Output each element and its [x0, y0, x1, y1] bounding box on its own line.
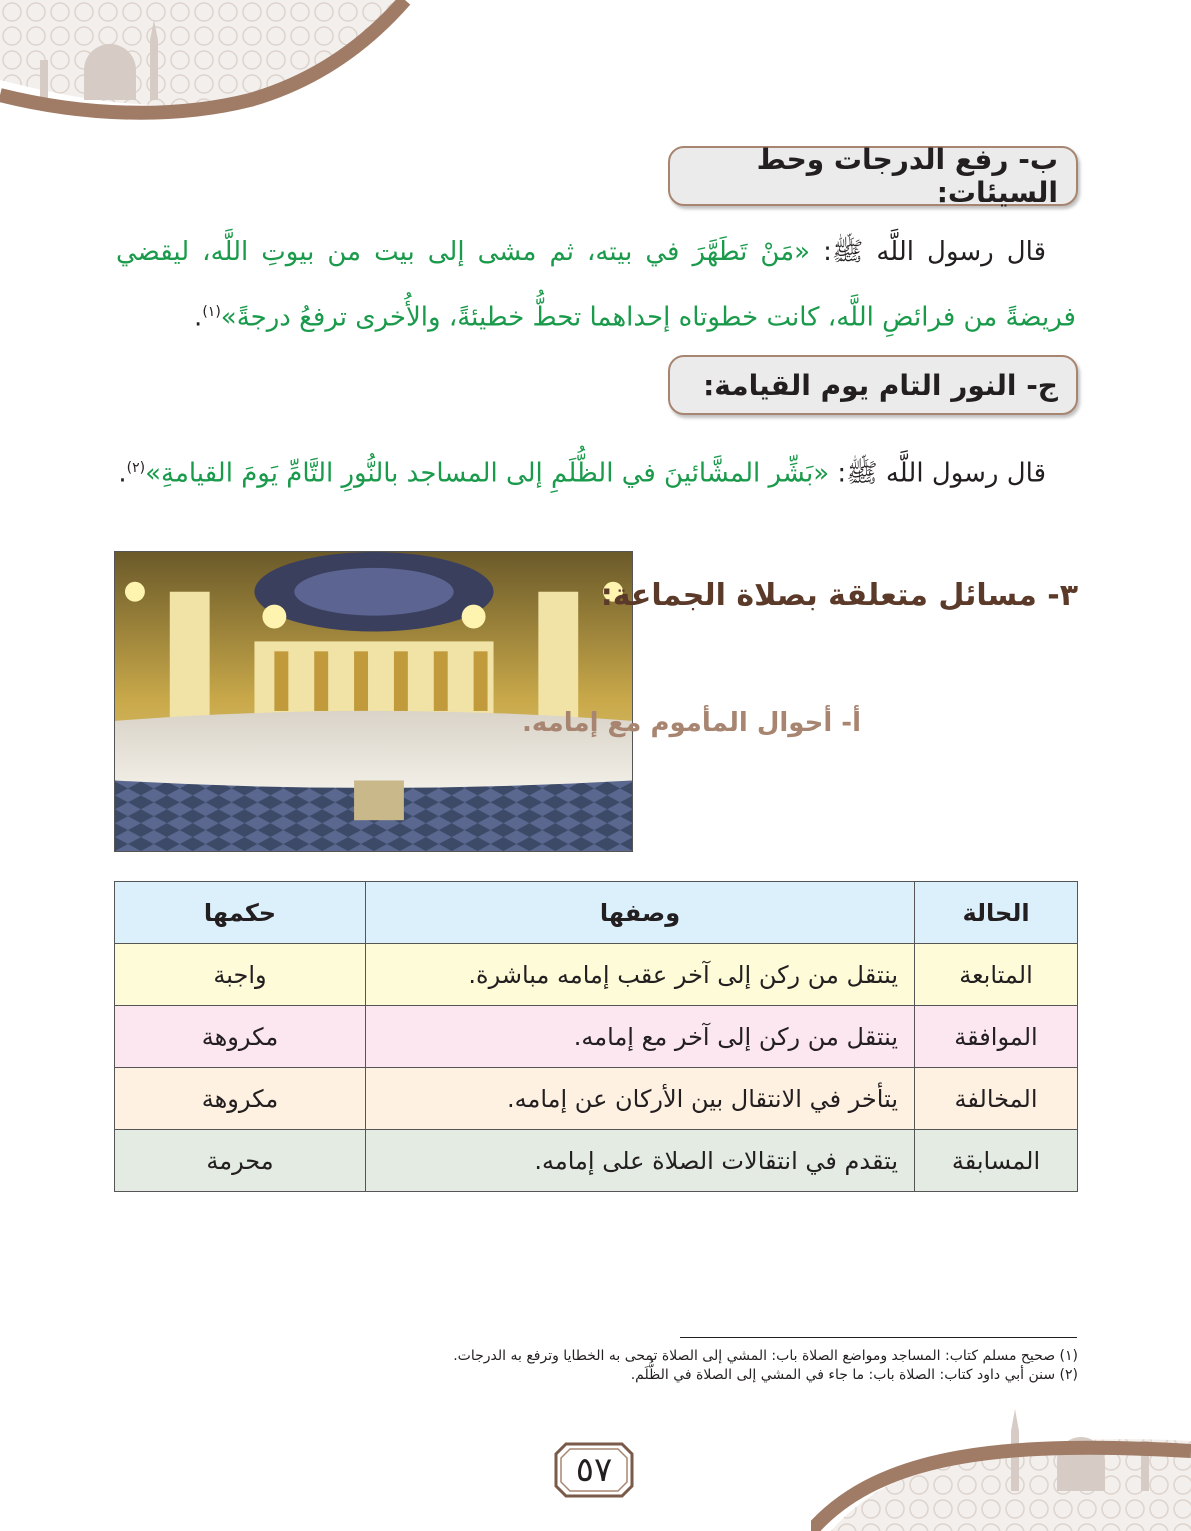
top-mosque-decoration-icon	[0, 0, 420, 130]
hadith-intro-c: قال رسول اللَّه ﷺ:	[829, 458, 1046, 489]
table-row	[115, 944, 1078, 1006]
paragraph-b	[116, 222, 1076, 348]
header-description: وصفها	[366, 882, 915, 944]
hadith-text-c: «بَشِّر المشَّائينَ في الظُّلَمِ إلى المساجد بالنُّورِ التَّامِّ يَومَ القيامةِ»	[145, 458, 830, 489]
cell-description: يتقدم في انتقالات الصلاة على إمامه.	[366, 1130, 915, 1192]
paragraph-c	[116, 438, 1076, 504]
cell-description: ينتقل من ركن إلى آخر مع إمامه.	[366, 1006, 915, 1068]
table-row	[115, 1068, 1078, 1130]
subsection-a-title: أ- أحوال المأموم مع إمامه.	[521, 708, 861, 738]
table-row	[115, 1130, 1078, 1192]
hadith-intro-b: قال رسول اللَّه ﷺ:	[810, 237, 1047, 267]
cell-description: يتأخر في الانتقال بين الأركان عن إمامه.	[366, 1068, 915, 1130]
cell-state: الموافقة	[915, 1006, 1078, 1068]
cell-state: المسابقة	[915, 1130, 1078, 1192]
cell-ruling: محرمة	[115, 1130, 366, 1192]
cell-state: المتابعة	[915, 944, 1078, 1006]
cell-ruling: مكروهة	[115, 1068, 366, 1130]
follower-states-table	[114, 881, 1078, 1192]
paragraph-b-end: .	[194, 302, 203, 333]
section-3-title: ٣- مسائل متعلقة بصلاة الجماعة:	[600, 578, 1078, 613]
mosque-prayer-hall-photo	[114, 551, 633, 852]
table-header-row	[115, 882, 1078, 944]
hadith-text-b: «مَنْ تَطَهَّرَ في بيته، ثم مشى إلى بيت من بيوتِ اللَّه، ليقضي فريضةً من فرائضِ اللَّه، كانت خطوتاه إحداهما تحطُّ خطيئةً، والأُخرى ترفعُ درجةً»	[116, 237, 1076, 333]
bottom-mosque-decoration-icon	[811, 1401, 1191, 1531]
cell-state: المخالفة	[915, 1068, 1078, 1130]
footnote-2: (٢) سنن أبي داود كتاب: الصلاة باب: ما جاء في المشي إلى الصلاة في الظُّلَم.	[630, 1367, 1078, 1383]
page-number: ٥٧	[575, 1450, 613, 1490]
heading-c-text: ج- النور التام يوم القيامة:	[703, 368, 1058, 402]
footnotes	[118, 1347, 1078, 1385]
header-state: الحالة	[915, 882, 1078, 944]
footnote-ref-1: (١)	[202, 304, 221, 320]
heading-b-text: ب- رفع الدرجات وحط السيئات:	[756, 143, 1058, 209]
cell-ruling: واجبة	[115, 944, 366, 1006]
table-row	[115, 1006, 1078, 1068]
footnote-ref-2: (٢)	[126, 460, 146, 476]
cell-ruling: مكروهة	[115, 1006, 366, 1068]
heading-box-c	[668, 355, 1078, 415]
heading-box-b	[668, 143, 1078, 209]
header-ruling: حكمها	[115, 882, 366, 944]
footnote-1: (١) صحيح مسلم كتاب: المساجد ومواضع الصلاة باب: المشي إلى الصلاة تمحى به الخطايا وترفع به الدرجات.	[453, 1348, 1078, 1364]
paragraph-c-end: .	[118, 458, 127, 489]
footnote-divider	[680, 1337, 1077, 1338]
cell-description: ينتقل من ركن إلى آخر عقب إمامه مباشرة.	[366, 944, 915, 1006]
